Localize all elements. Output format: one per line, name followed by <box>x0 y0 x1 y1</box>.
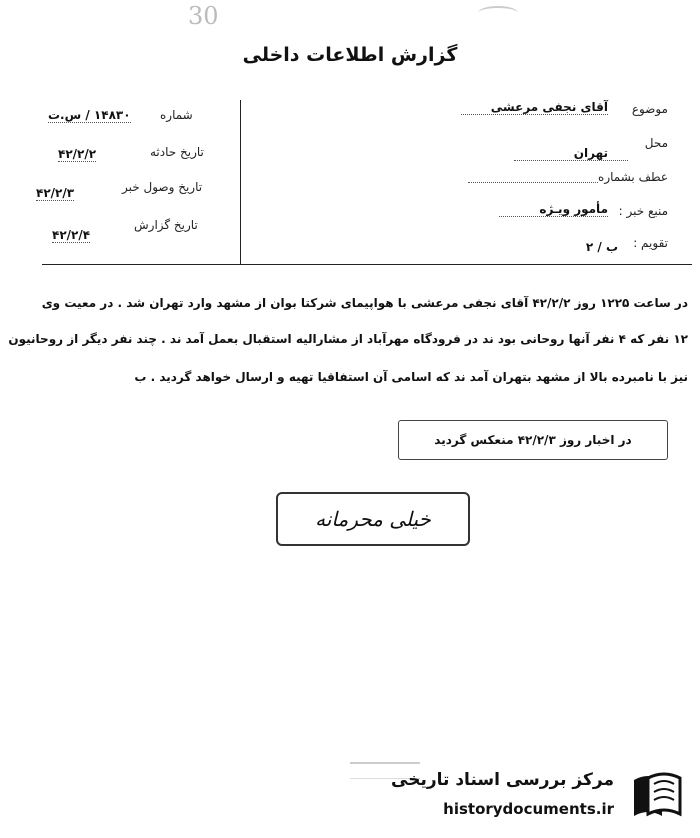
source-value: مأمور ویـژه <box>499 202 608 217</box>
header-divider <box>42 264 692 265</box>
source-label: منبع خبر : <box>618 204 668 218</box>
subject-label: موضوع <box>631 102 668 116</box>
body-line-3: نیز با نامبرده بالا از مشهد بتهران آمد ند که اسامی آن استفاقیا تهیه و ارسال خواهد گردید . ب <box>134 370 688 384</box>
calendar-label: تقویم : <box>633 236 668 250</box>
report-date-label: تاریخ گزارش <box>134 218 198 232</box>
report-date-value: ۴۲/۲/۴ <box>52 228 91 242</box>
archive-watermark <box>391 766 686 828</box>
incident-date-value: ۴۲/۲/۲ <box>58 147 97 161</box>
classification-stamp: خیلی محرمانه <box>276 492 470 546</box>
body-line-2: ۱۲ نفر که ۴ نفر آنها روحانی بود ند در فرودگاه مهرآباد از مشارالیه استقبال بعمل آمد ند . چند نفر دیگر از روحانیون <box>8 332 688 346</box>
body-line-1: در ساعت ۱۲۲۵ روز ۴۲/۲/۲ آقای نجفی مرعشی با هواپیمای شرکتا بوان از مشهد وارد تهران شد . در معیت وی <box>41 296 688 310</box>
location-label: محل <box>644 136 668 150</box>
top-scribble: 30 <box>188 2 219 30</box>
reference-value <box>468 172 598 186</box>
received-date-label: تاریخ وصول خبر <box>122 180 203 194</box>
archive-name: مرکز بررسی اسناد تاریخی <box>391 770 614 790</box>
incident-date-label: تاریخ حادثه <box>150 145 204 159</box>
reference-label: عطف بشماره <box>598 170 668 184</box>
location-value: تهران <box>514 146 628 161</box>
corner-mark <box>478 6 518 20</box>
archive-logo-icon <box>628 770 686 822</box>
number-value: ۱۴۸۳۰ / س.ت <box>48 108 131 122</box>
subject-value: آقای نجفی مرعشی <box>461 100 608 115</box>
calendar-value: ب / ۲ <box>585 240 618 254</box>
archive-url: historydocuments.ir <box>443 800 614 818</box>
vertical-divider <box>240 100 241 264</box>
publication-note: در اخبار روز ۴۲/۲/۳ منعکس گردید <box>398 420 668 460</box>
page-title: گزارش اطلاعات داخلی <box>242 44 458 66</box>
received-date-value: ۴۲/۲/۳ <box>36 186 75 200</box>
number-label: شماره <box>160 108 193 122</box>
